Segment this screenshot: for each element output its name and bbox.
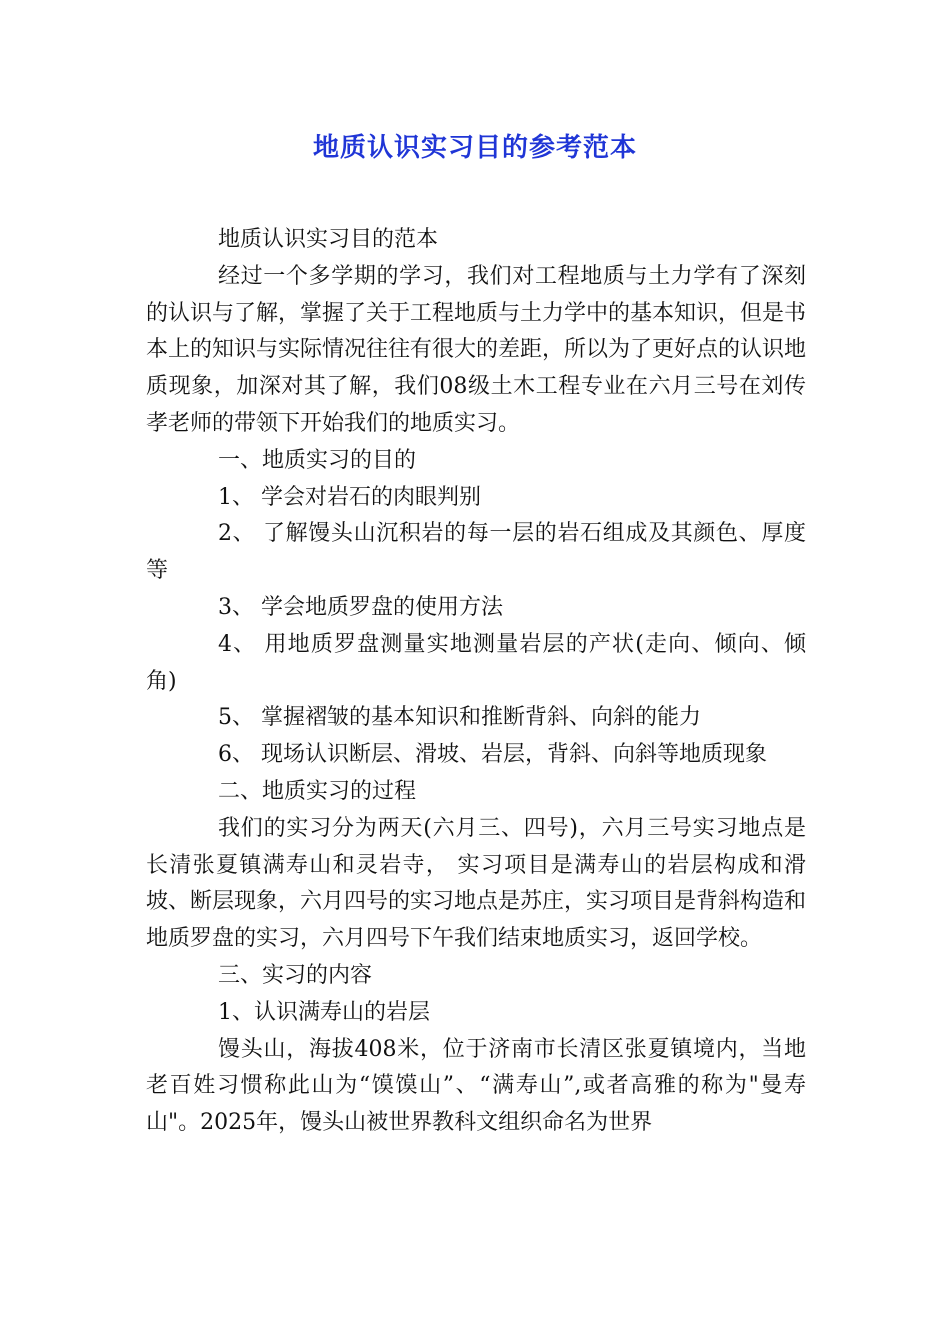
- document-body: [146, 222, 806, 1142]
- paragraph-subtitle: 地质认识实习目的范本: [218, 227, 439, 252]
- list-item: 6、 现场认识断层、滑坡、岩层，背斜、向斜等地质现象: [218, 742, 767, 768]
- paragraph-mantou-mountain: 馒头山，海拔408米，位于济南市长清区张夏镇境内，当地老百姓习惯称此山为“馍馍山”、“满寿山”,或者高雅的称为"曼寿山"。2025年，馒头山被世界教科文组织命名为世界: [146, 1036, 806, 1136]
- paragraph-process: 我们的实习分为两天(六月三、四号)，六月三号实习地点是长清张夏镇满寿山和灵岩寺， 实习项目是满寿山的岩层构成和滑坡、断层现象，六月四号的实习地点是苏庄，实习项目是背斜构造和地质罗盘的实习，六月四号下午我们结束地质实习，返回学校。: [146, 815, 807, 952]
- paragraph-intro: 经过一个多学期的学习，我们对工程地质与土力学有了深刻的认识与了解，掌握了关于工程地质与土力学中的基本知识，但是书本上的知识与实际情况往往有很大的差距，所以为了更好点的认识地质现象，加深对其了解，我们08级土木工程专业在六月三号在刘传孝老师的带领下开始我们的地质实习。: [146, 263, 807, 436]
- subsection-heading: 1、认识满寿山的岩层: [218, 999, 430, 1025]
- document-title: 地质认识实习目的参考范本: [312, 133, 637, 163]
- list-item: 2、 了解馒头山沉积岩的每一层的岩石组成及其颜色、厚度等: [146, 521, 806, 584]
- section-heading-content: 三、实习的内容: [218, 962, 373, 988]
- list-item: 4、 用地质罗盘测量实地测量岩层的产状(走向、倾向、倾角): [146, 631, 806, 694]
- list-item: 1、 学会对岩石的肉眼判别: [218, 484, 481, 510]
- section-heading-process: 二、地质实习的过程: [218, 778, 417, 804]
- section-heading-purpose: 一、地质实习的目的: [218, 447, 417, 473]
- list-item: 3、 学会地质罗盘的使用方法: [218, 594, 503, 620]
- list-item: 5、 掌握褶皱的基本知识和推断背斜、向斜的能力: [218, 705, 701, 731]
